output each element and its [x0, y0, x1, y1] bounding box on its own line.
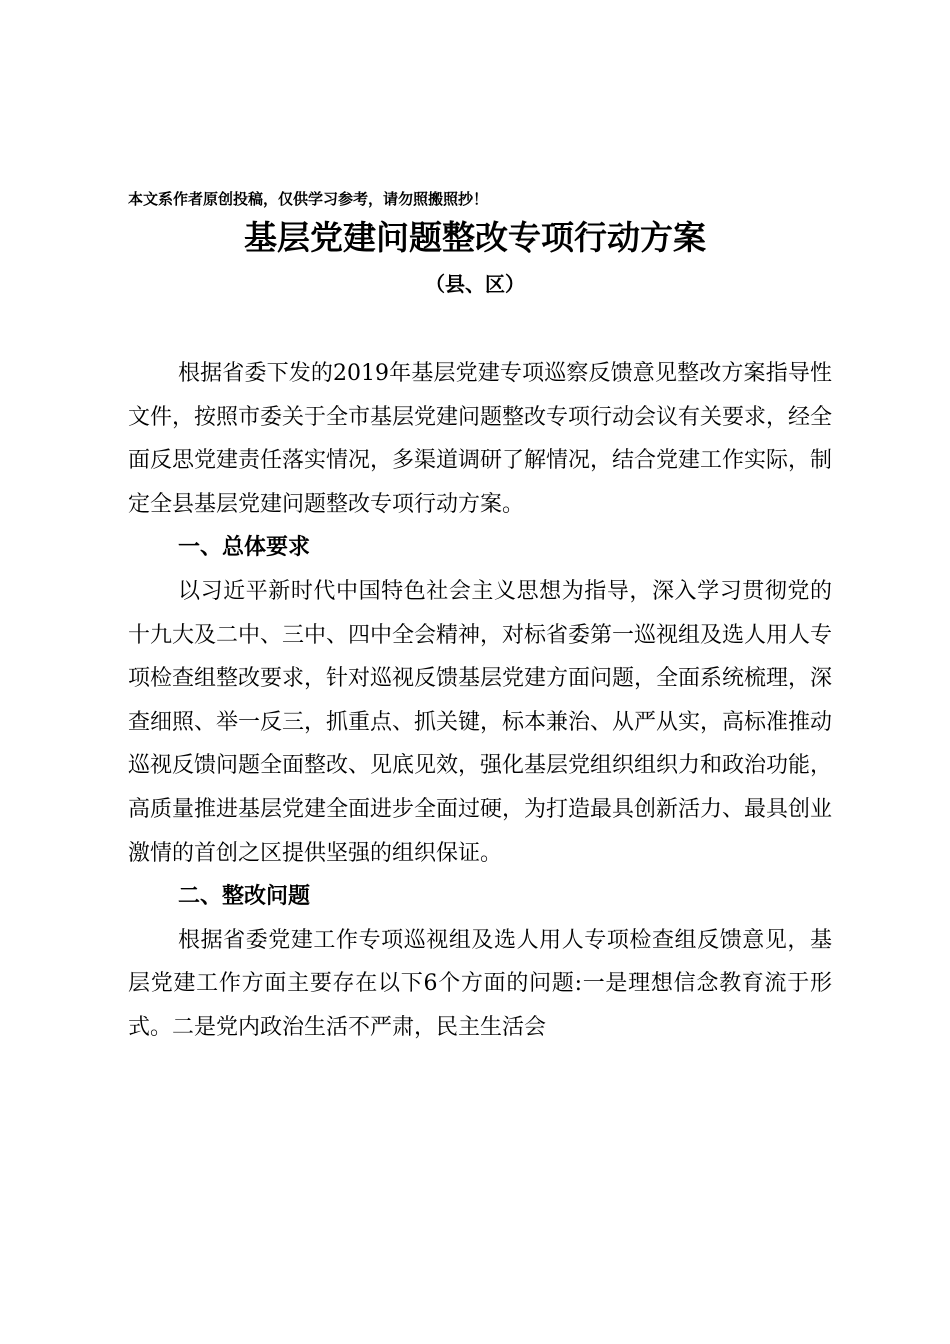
section-heading-general-requirements: 一、总体要求 [178, 535, 311, 561]
document-body [128, 352, 832, 1050]
document-subtitle: （县、区） [425, 272, 525, 296]
section-paragraph-general-requirements: 以习近平新时代中国特色社会主义思想为指导，深入学习贯彻党的十九大及二中、三中、四中全会精神，对标省委第一巡视组及选人用人专项检查组整改要求，针对巡视反馈基层党建方面问题，全面系统梳理，深查细照、举一反三，抓重点、抓关键，标本兼治、从严从实，高标准推动巡视反馈问题全面整改、见底见效，强化基层党组织组织力和政治功能，高质量推进基层党建全面进步全面过硬，为打造最具创新活力、最具创业激情的首创之区提供坚强的组织保证。 [128, 578, 833, 866]
section-paragraph-rectification-issues: 根据省委党建工作专项巡视组及选人用人专项检查组反馈意见，基层党建工作方面主要存在以下6个方面的问题:一是理想信念教育流于形式。二是党内政治生活不严肃，民主生活会 [128, 927, 832, 1040]
section-heading-rectification-issues: 二、整改问题 [178, 884, 311, 910]
intro-paragraph: 根据省委下发的2019年基层党建专项巡察反馈意见整改方案指导性文件，按照市委关于全市基层党建问题整改专项行动会议有关要求，经全面反思党建责任落实情况，多渠道调研了解情况，结合党建工作实际，制定全县基层党建问题整改专项行动方案。 [128, 361, 833, 517]
copyright-notice: 本文系作者原创投稿，仅供学习参考，请勿照搬照抄！ [128, 190, 489, 208]
document-title: 基层党建问题整改专项行动方案 [244, 218, 706, 257]
